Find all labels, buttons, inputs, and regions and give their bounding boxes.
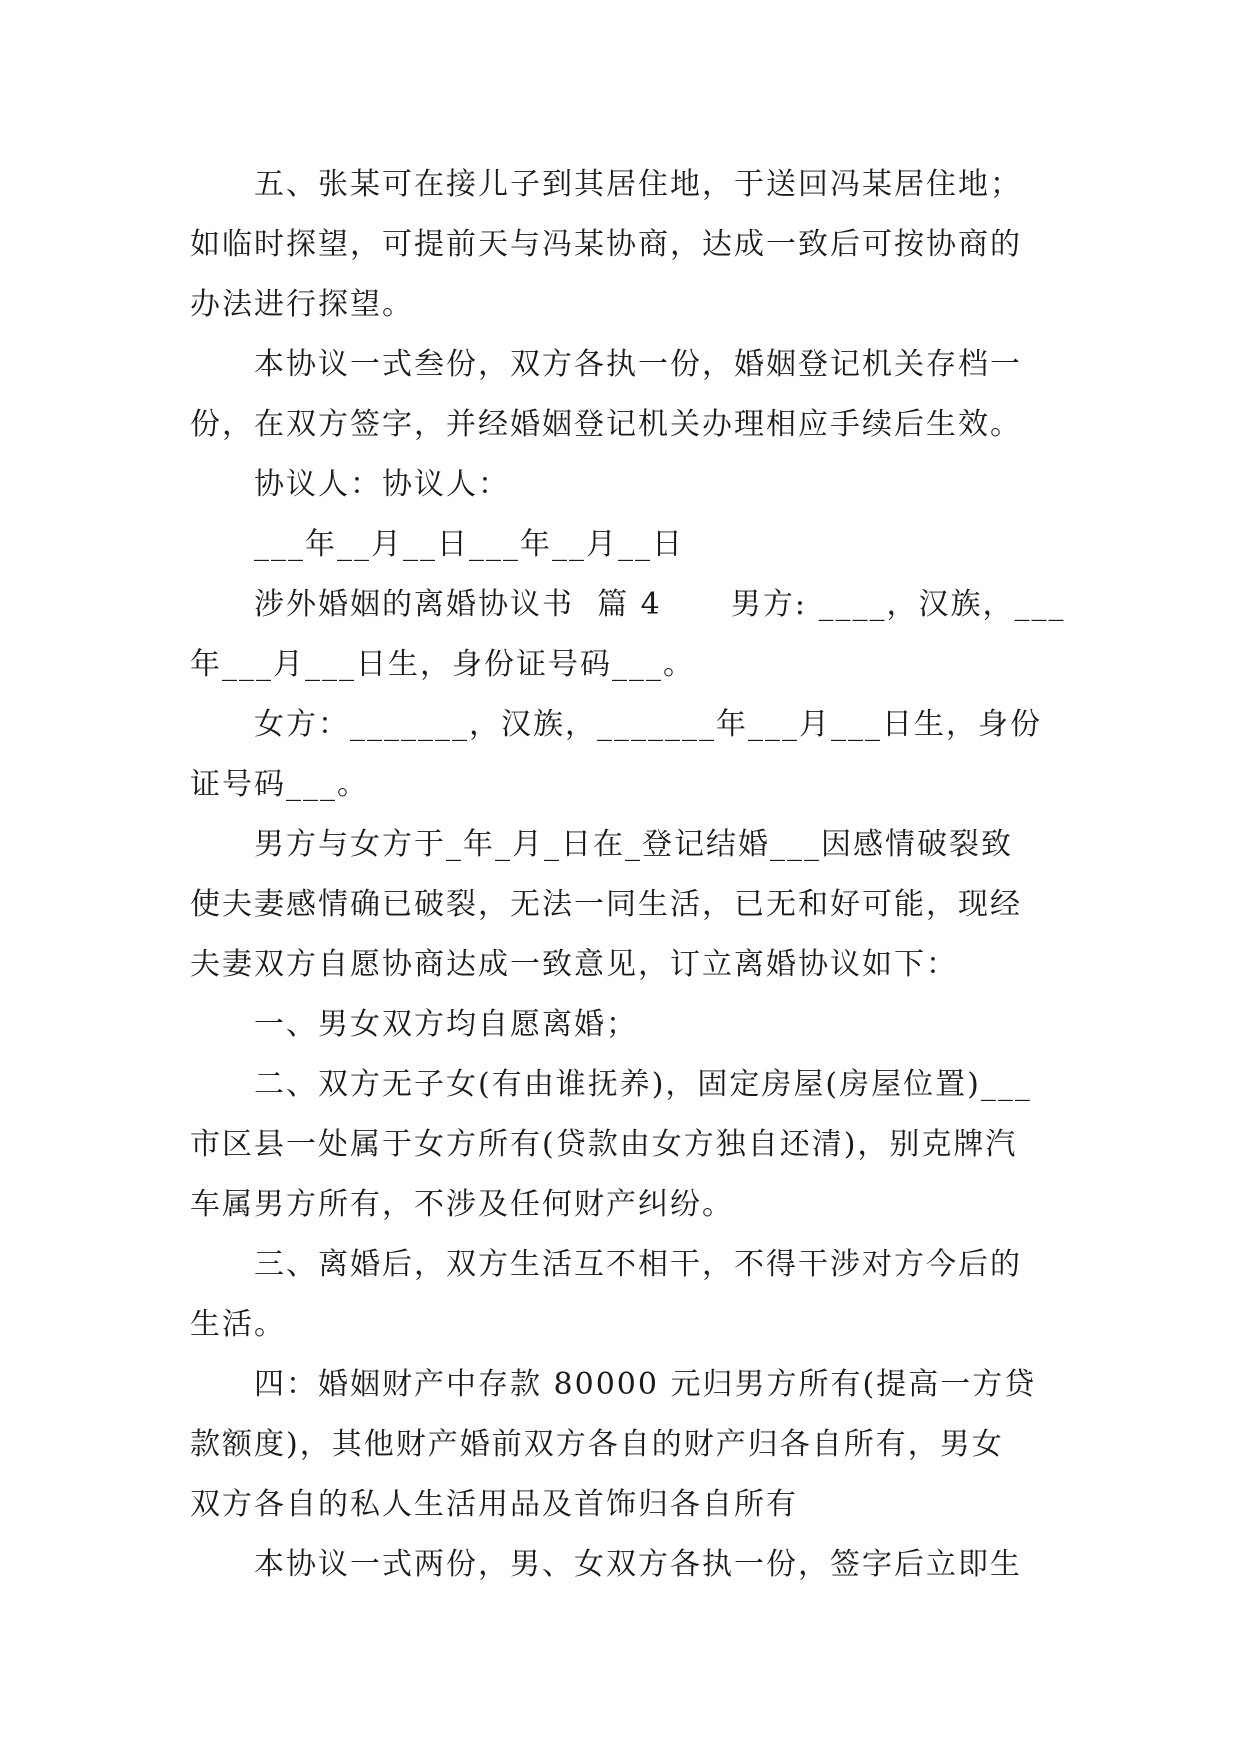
date-line: ___年__月__日___年__月__日 (254, 527, 684, 562)
section-heading-line: 涉外婚姻的离婚协议书 篇 4 男方: ____，汉族，___ (254, 587, 1066, 622)
clause-line: 四：婚姻财产中存款 80000 元归男方所有(提高一方贷 (254, 1367, 1037, 1402)
paragraph-line: 生活。 (190, 1307, 286, 1342)
paragraph-line: 女方：_______，汉族，_______年___月___日生，身份 (254, 707, 1042, 742)
paragraph-line: 本协议一式两份，男、女双方各执一份，签字后立即生 (254, 1547, 1022, 1582)
clause-line: 二、双方无子女(有由谁抚养)，固定房屋(房屋位置)___ (254, 1067, 1032, 1102)
paragraph-line: 年___月___日生，身份证号码___。 (190, 647, 695, 682)
paragraph-line: 使夫妻感情确已破裂，无法一同生活，已无和好可能，现经 (190, 887, 1022, 922)
clause-line: 一、男女双方均自愿离婚； (254, 1007, 638, 1042)
paragraph-line: 五、张某可在接儿子到其居住地，于送回冯某居住地； (254, 167, 1022, 202)
paragraph-line: 份，在双方签字，并经婚姻登记机关办理相应手续后生效。 (190, 407, 1022, 442)
paragraph-line: 款额度)，其他财产婚前双方各自的财产归各自所有，男女 (190, 1427, 1004, 1462)
paragraph-line: 夫妻双方自愿协商达成一致意见，订立离婚协议如下： (190, 947, 958, 982)
paragraph-line: 办法进行探望。 (190, 287, 414, 322)
paragraph-line: 如临时探望，可提前天与冯某协商，达成一致后可按协商的 (190, 227, 1022, 262)
paragraph-line: 证号码___。 (190, 767, 369, 802)
paragraph-line: 市区县一处属于女方所有(贷款由女方独自还清)，别克牌汽 (190, 1127, 1018, 1162)
paragraph-line: 双方各自的私人生活用品及首饰归各自所有 (190, 1487, 798, 1522)
paragraph-line: 车属男方所有，不涉及任何财产纠纷。 (190, 1187, 734, 1222)
paragraph-line: 本协议一式叁份，双方各执一份，婚姻登记机关存档一 (254, 347, 1022, 382)
paragraph-line: 男方与女方于_年_月_日在_登记结婚___因感情破裂致 (254, 827, 1013, 862)
clause-line: 三、离婚后，双方生活互不相干，不得干涉对方今后的 (254, 1247, 1022, 1282)
signature-line: 协议人：协议人： (254, 467, 510, 502)
document-body (190, 155, 1066, 1595)
